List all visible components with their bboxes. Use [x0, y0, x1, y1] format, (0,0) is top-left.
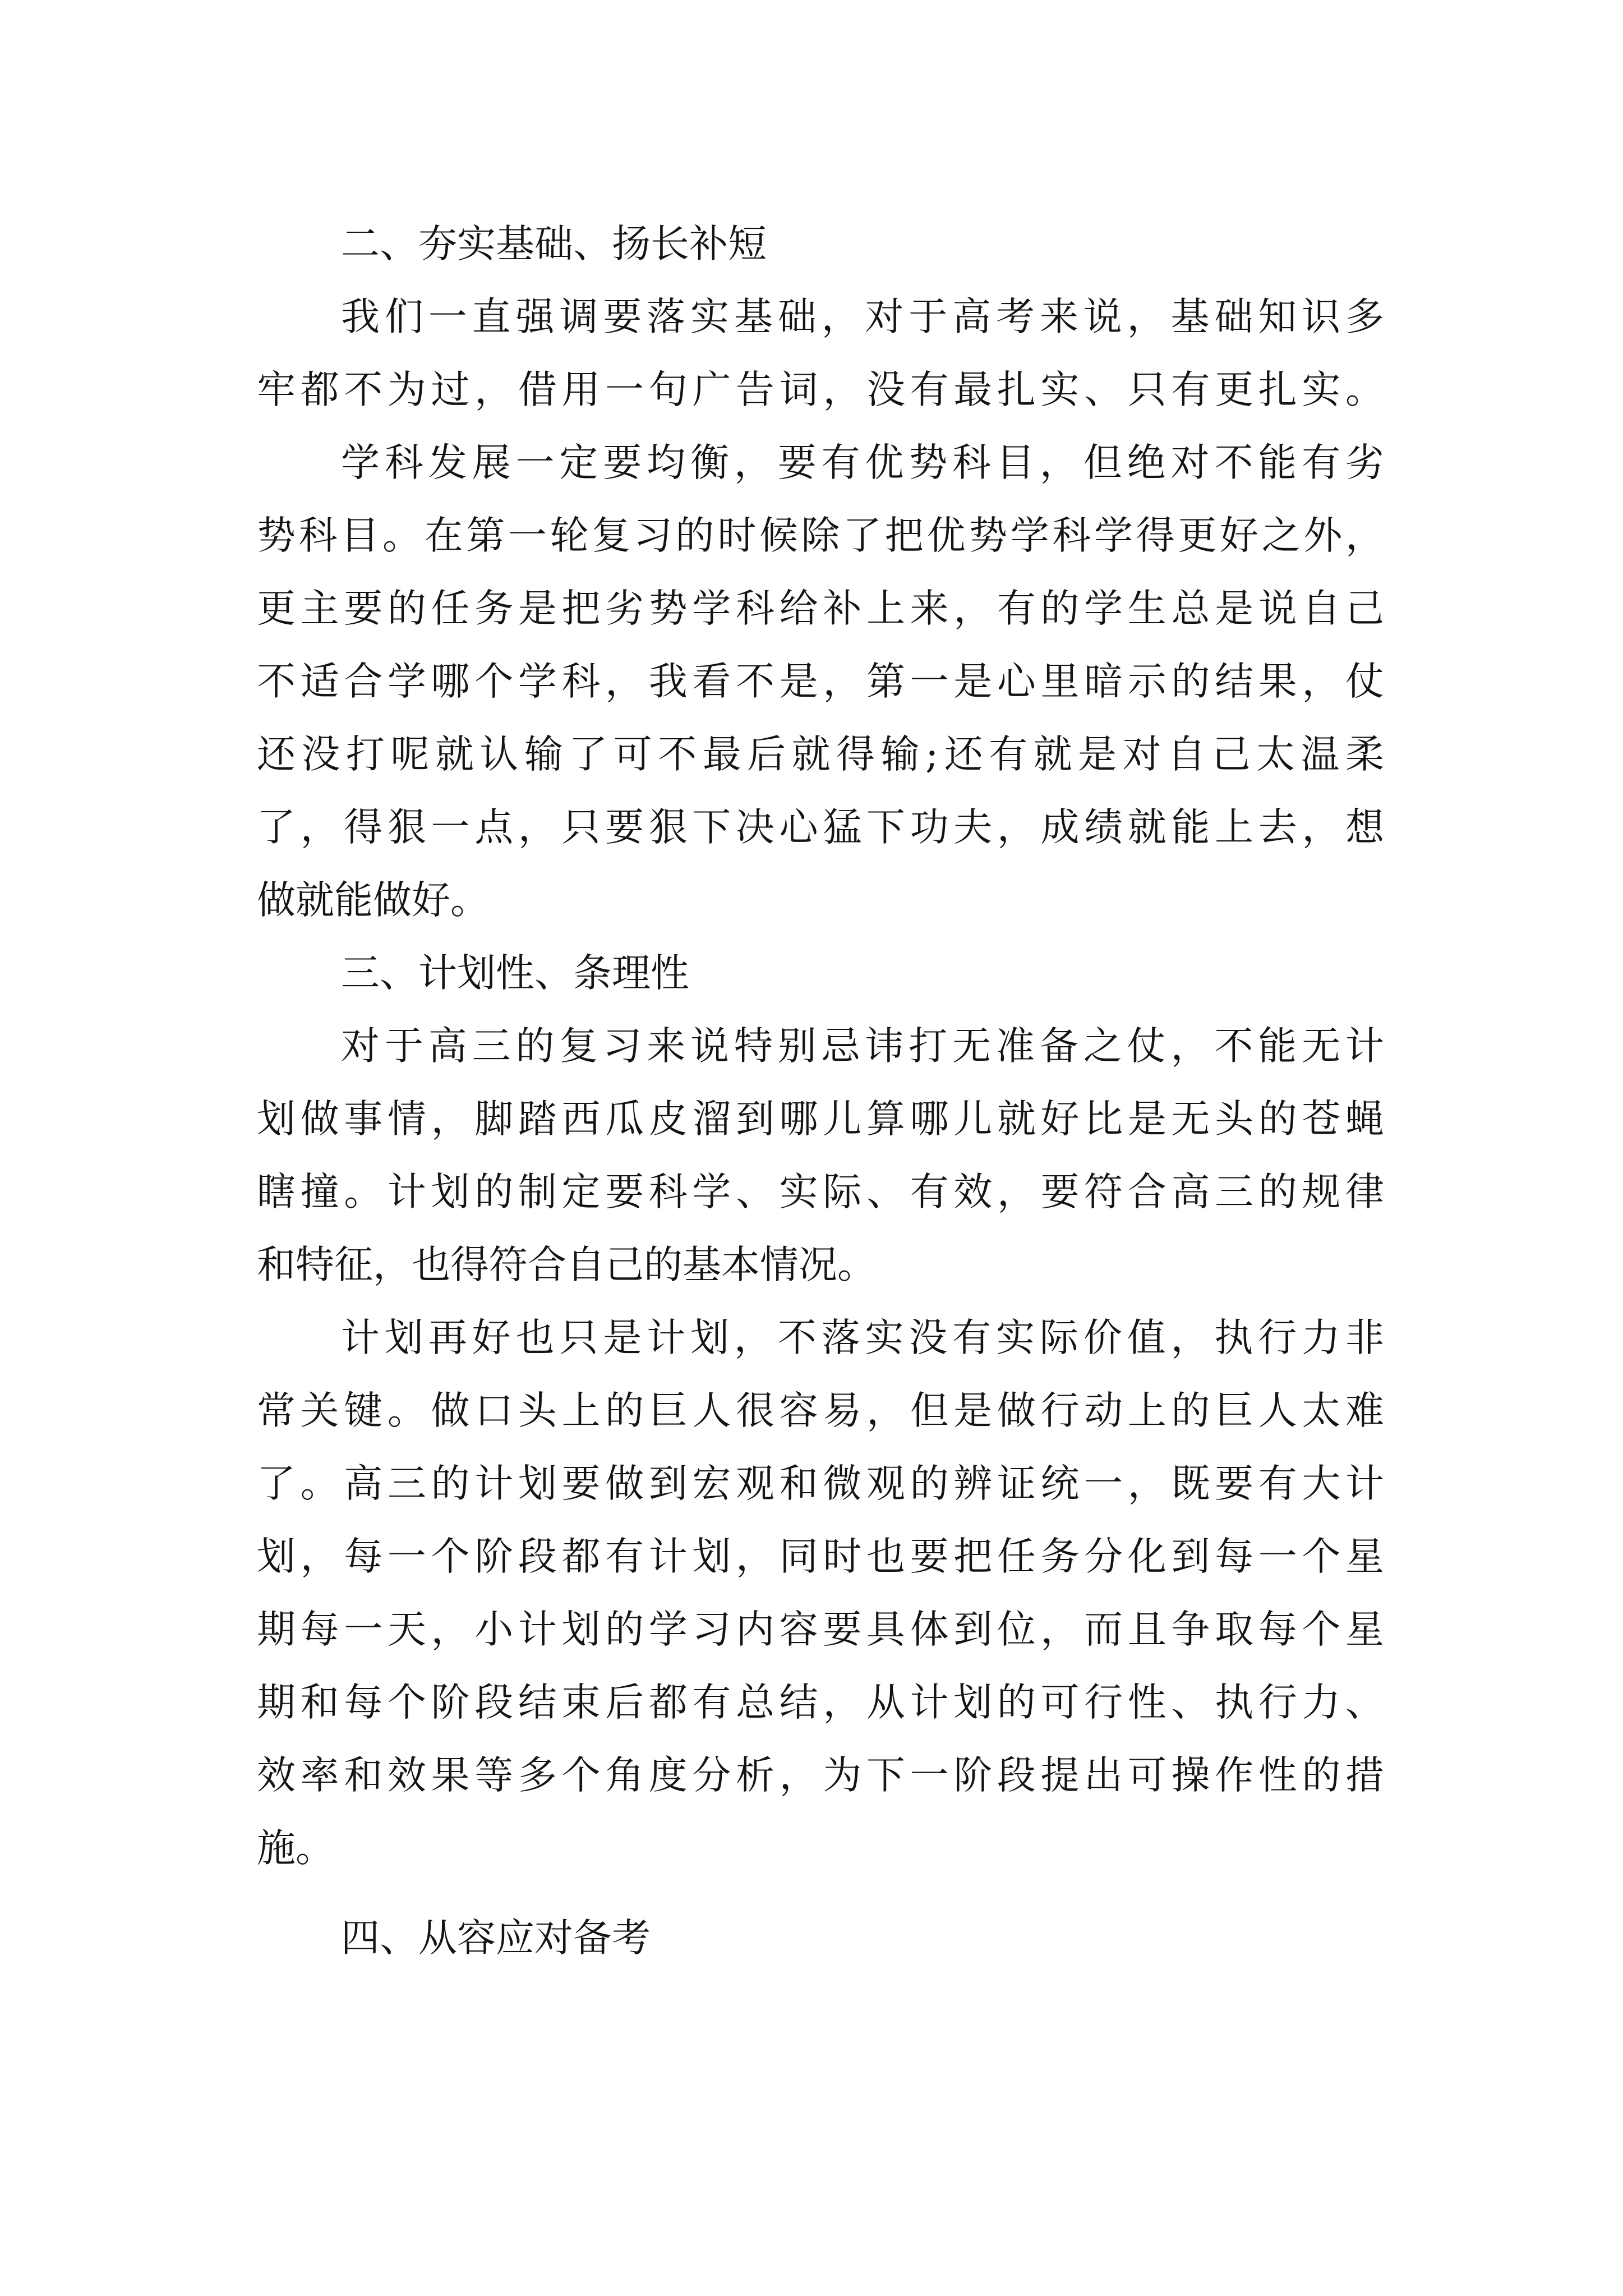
section-heading-3: 三、计划性、条理性 [341, 951, 689, 996]
paragraph-line: 划，每一个阶段都有计划，同时也要把任务分化到每一个星 [257, 1534, 1384, 1579]
paragraph-line: 我们一直强调要落实基础，对于高考来说，基础知识多 [341, 295, 1384, 339]
section-heading-2: 二、夯实基础、扬长补短 [341, 222, 767, 266]
paragraph-line: 划做事情，脚踏西瓜皮溜到哪儿算哪儿就好比是无头的苍蝇 [257, 1097, 1384, 1142]
paragraph-line: 对于高三的复习来说特别忌讳打无准备之仗，不能无计 [341, 1024, 1384, 1069]
paragraph-line: 还没打呢就认输了可不最后就得输;还有就是对自己太温柔 [257, 732, 1384, 777]
paragraph-line: 期每一天，小计划的学习内容要具体到位，而且争取每个星 [257, 1607, 1384, 1652]
paragraph-line: 常关键。做口头上的巨人很容易，但是做行动上的巨人太难 [257, 1388, 1384, 1433]
paragraph-line: 了，得狠一点，只要狠下决心猛下功夫，成绩就能上去，想 [257, 805, 1384, 850]
paragraph-line: 牢都不为过，借用一句广告词，没有最扎实、只有更扎实。 [257, 367, 1384, 412]
paragraph-line: 不适合学哪个学科，我看不是，第一是心里暗示的结果，仗 [257, 659, 1384, 704]
section-heading-4: 四、从容应对备考 [341, 1916, 651, 1961]
paragraph-line: 势科目。在第一轮复习的时候除了把优势学科学得更好之外， [257, 513, 1384, 558]
paragraph-line: 和特征，也得符合自己的基本情况。 [257, 1243, 876, 1287]
paragraph-line: 计划再好也只是计划，不落实没有实际价值，执行力非 [341, 1315, 1384, 1360]
paragraph-line: 了。高三的计划要做到宏观和微观的辨证统一，既要有大计 [257, 1461, 1384, 1506]
paragraph-line: 效率和效果等多个角度分析，为下一阶段提出可操作性的措 [257, 1753, 1384, 1798]
paragraph-line: 做就能做好。 [257, 878, 489, 923]
paragraph-line: 施。 [257, 1826, 334, 1871]
paragraph-line: 期和每个阶段结束后都有总结，从计划的可行性、执行力、 [257, 1680, 1384, 1725]
paragraph-line: 瞎撞。计划的制定要科学、实际、有效，要符合高三的规律 [257, 1170, 1384, 1214]
paragraph-line: 更主要的任务是把劣势学科给补上来，有的学生总是说自己 [257, 586, 1384, 631]
paragraph-line: 学科发展一定要均衡，要有优势科目，但绝对不能有劣 [341, 440, 1384, 485]
